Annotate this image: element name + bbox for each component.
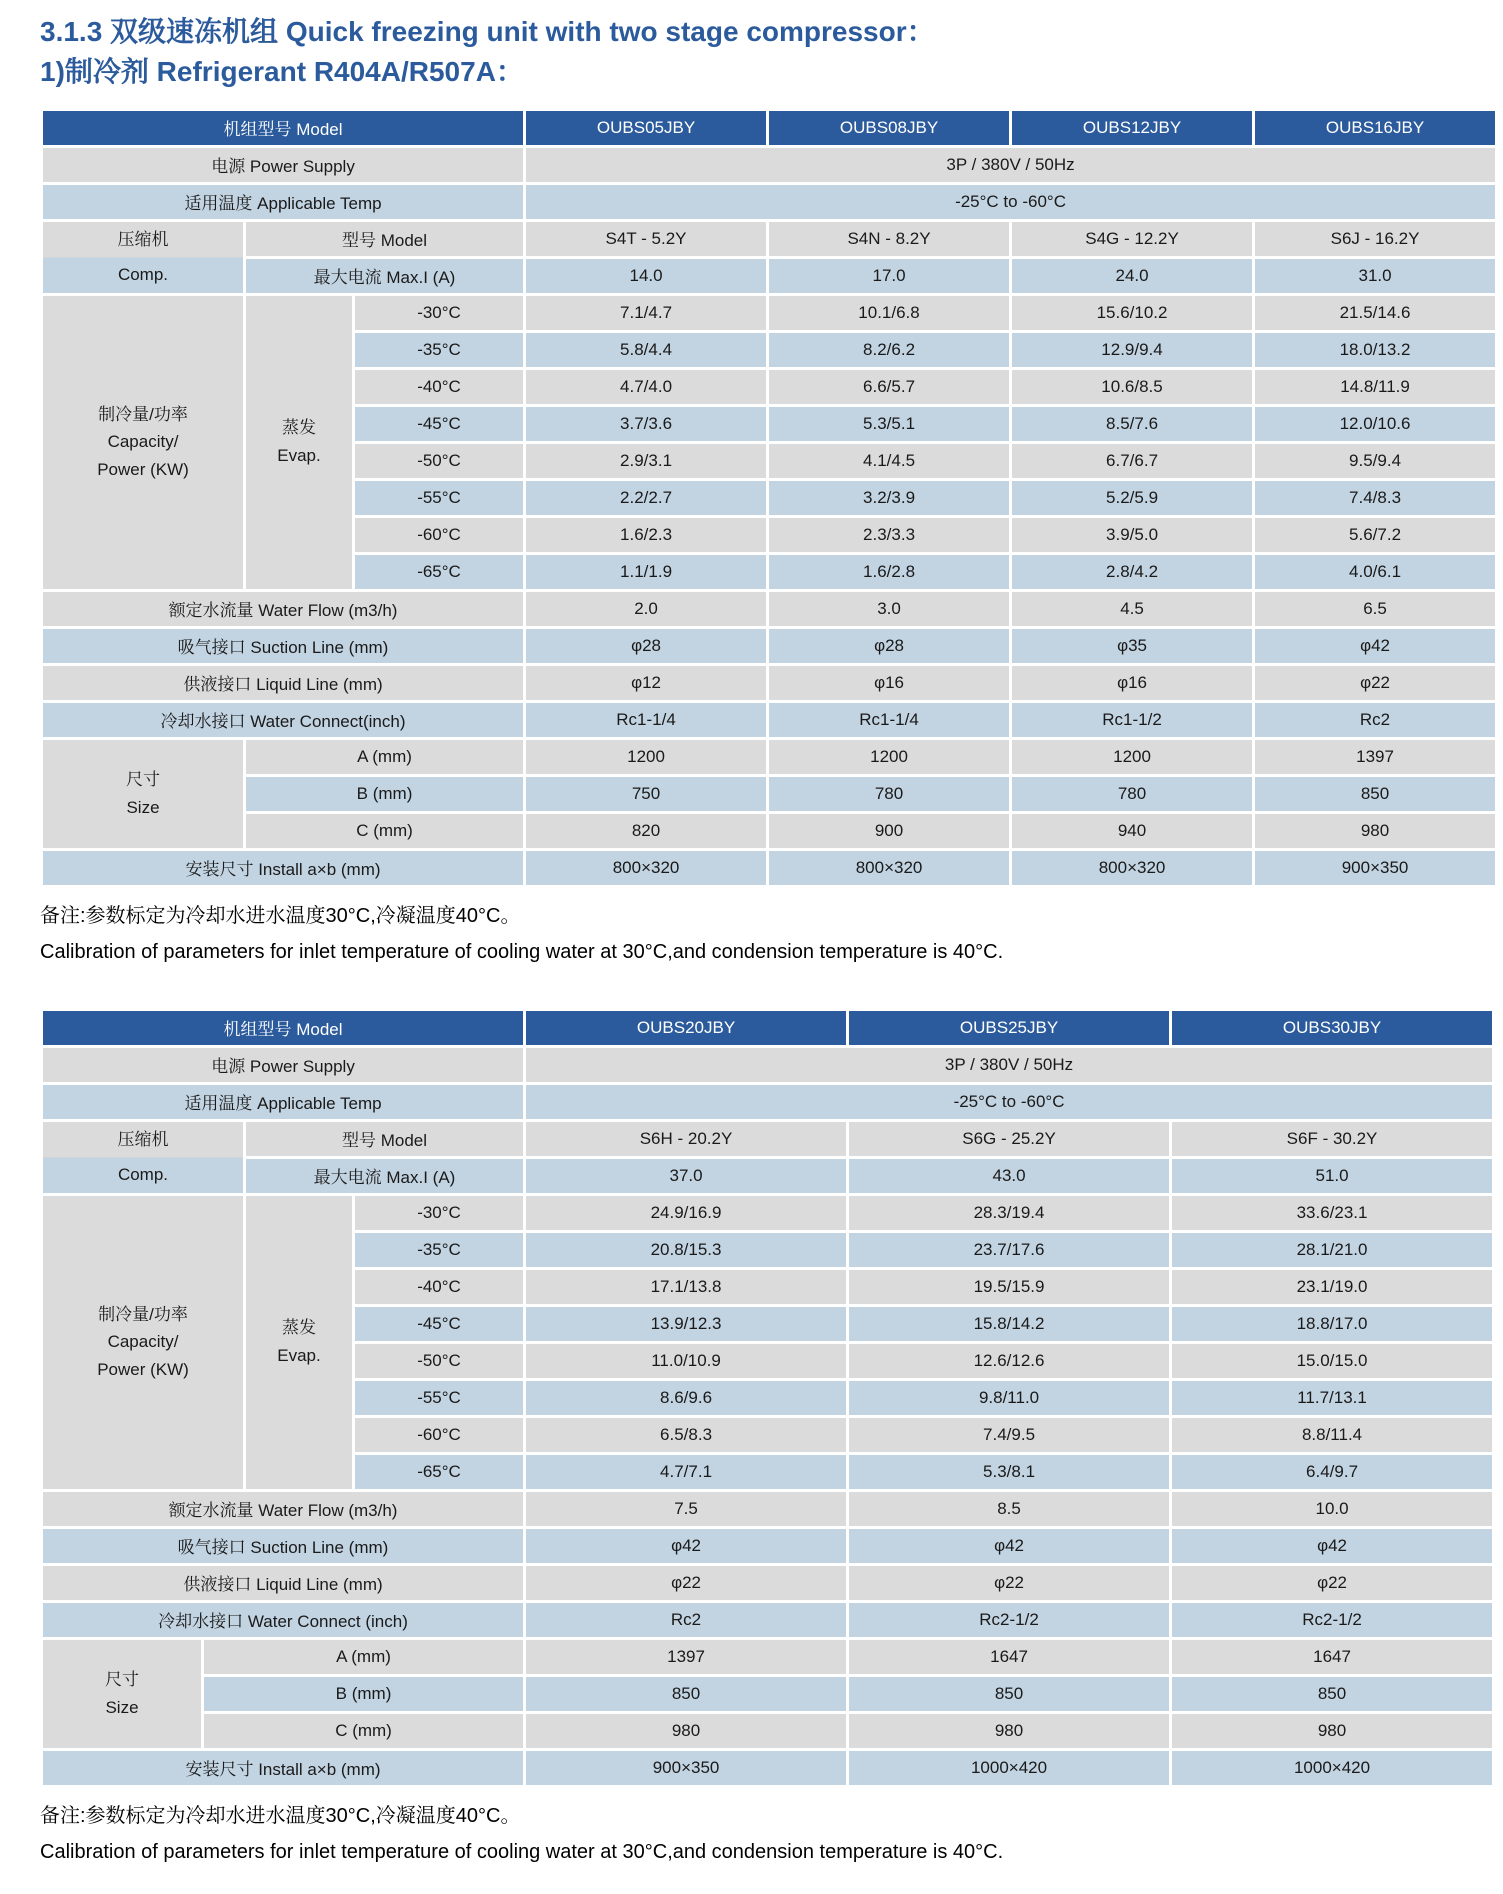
evap-temp-label: -30°C bbox=[355, 1196, 523, 1230]
size-row-value: 940 bbox=[1012, 814, 1252, 848]
size-row-label: C (mm) bbox=[246, 814, 523, 848]
spec-row-label: 吸气接口 Suction Line (mm) bbox=[43, 629, 523, 663]
label-line: 尺寸 bbox=[126, 769, 160, 789]
note-2 bbox=[40, 1798, 1475, 1870]
size-row-value: 1397 bbox=[1255, 740, 1495, 774]
spec-row-value: Rc1-1/2 bbox=[1012, 703, 1252, 737]
capacity-power-value: 19.5/15.9 bbox=[849, 1270, 1169, 1304]
compressor-model-value: S4N - 8.2Y bbox=[769, 222, 1009, 256]
evap-temp-label: -60°C bbox=[355, 1418, 523, 1452]
size-row-value: 1647 bbox=[1172, 1640, 1492, 1674]
capacity-power-value: 8.6/9.6 bbox=[526, 1381, 846, 1415]
capacity-power-value: 4.7/7.1 bbox=[526, 1455, 846, 1489]
size-row-label: C (mm) bbox=[204, 1714, 523, 1748]
capacity-power-value: 4.1/4.5 bbox=[769, 444, 1009, 478]
spec-row-value: φ42 bbox=[1172, 1529, 1492, 1563]
spec-row-value: Rc2 bbox=[1255, 703, 1495, 737]
label-line: Comp. bbox=[117, 1165, 169, 1184]
capacity-power-value: 15.6/10.2 bbox=[1012, 296, 1252, 330]
label-line: 制冷量/功率 bbox=[98, 404, 188, 424]
evap-temp-label: -55°C bbox=[355, 481, 523, 515]
capacity-power-value: 8.8/11.4 bbox=[1172, 1418, 1492, 1452]
spec-row-value: φ12 bbox=[526, 666, 766, 700]
capacity-power-value: 8.5/7.6 bbox=[1012, 407, 1252, 441]
label-line: Power (KW) bbox=[97, 1359, 189, 1379]
capacity-power-value: 5.6/7.2 bbox=[1255, 518, 1495, 552]
size-row-value: 820 bbox=[526, 814, 766, 848]
capacity-power-value: 10.1/6.8 bbox=[769, 296, 1009, 330]
label-line: Evap. bbox=[277, 446, 321, 465]
spec-row-label: 吸气接口 Suction Line (mm) bbox=[43, 1529, 523, 1563]
power-supply-label: 电源 Power Supply bbox=[43, 148, 523, 182]
capacity-power-value: 33.6/23.1 bbox=[1172, 1196, 1492, 1230]
size-row-value: 980 bbox=[849, 1714, 1169, 1748]
evap-temp-label: -30°C bbox=[355, 296, 523, 330]
evap-group-label bbox=[246, 1196, 352, 1489]
spec-row-label: 供液接口 Liquid Line (mm) bbox=[43, 1566, 523, 1600]
capacity-power-value: 17.1/13.8 bbox=[526, 1270, 846, 1304]
capacity-power-value: 3.2/3.9 bbox=[769, 481, 1009, 515]
size-row-value: 850 bbox=[1255, 777, 1495, 811]
capacity-power-value: 18.8/17.0 bbox=[1172, 1307, 1492, 1341]
capacity-power-value: 2.2/2.7 bbox=[526, 481, 766, 515]
capacity-power-value: 2.8/4.2 bbox=[1012, 555, 1252, 589]
size-row-value: 850 bbox=[1172, 1677, 1492, 1711]
capacity-power-value: 6.5/8.3 bbox=[526, 1418, 846, 1452]
spec-row-value: 10.0 bbox=[1172, 1492, 1492, 1526]
compressor-group-label bbox=[43, 222, 243, 293]
size-row-value: 850 bbox=[849, 1677, 1169, 1711]
install-row-label: 安装尺寸 Install a×b (mm) bbox=[43, 851, 523, 885]
evap-temp-label: -65°C bbox=[355, 1455, 523, 1489]
model-header-cell: OUBS30JBY bbox=[1172, 1011, 1492, 1045]
capacity-power-value: 21.5/14.6 bbox=[1255, 296, 1495, 330]
capacity-power-group-label bbox=[43, 1196, 243, 1489]
capacity-power-value: 7.4/9.5 bbox=[849, 1418, 1169, 1452]
page-title bbox=[40, 12, 1475, 92]
model-header-cell: OUBS05JBY bbox=[526, 111, 766, 145]
model-header-label: 机组型号 Model bbox=[43, 1011, 523, 1045]
model-header-cell: OUBS12JBY bbox=[1012, 111, 1252, 145]
label-line: Evap. bbox=[277, 1346, 321, 1365]
capacity-power-value: 6.6/5.7 bbox=[769, 370, 1009, 404]
capacity-power-value: 14.8/11.9 bbox=[1255, 370, 1495, 404]
model-header-label: 机组型号 Model bbox=[43, 111, 523, 145]
size-row-value: 1397 bbox=[526, 1640, 846, 1674]
spec-row-value: φ22 bbox=[849, 1566, 1169, 1600]
spec-row-value: φ42 bbox=[1255, 629, 1495, 663]
capacity-power-group-label bbox=[43, 296, 243, 589]
compressor-model-value: S6H - 20.2Y bbox=[526, 1122, 846, 1156]
spec-table-1 bbox=[40, 108, 1475, 888]
size-row-value: 1200 bbox=[526, 740, 766, 774]
capacity-power-value: 23.1/19.0 bbox=[1172, 1270, 1492, 1304]
capacity-power-value: 4.0/6.1 bbox=[1255, 555, 1495, 589]
compressor-model-value: S6G - 25.2Y bbox=[849, 1122, 1169, 1156]
power-supply-value: 3P / 380V / 50Hz bbox=[526, 148, 1495, 182]
capacity-power-value: 15.0/15.0 bbox=[1172, 1344, 1492, 1378]
spec-row-label: 额定水流量 Water Flow (m3/h) bbox=[43, 592, 523, 626]
install-row-value: 900×350 bbox=[526, 1751, 846, 1785]
compressor-model-value: S4G - 12.2Y bbox=[1012, 222, 1252, 256]
size-row-label: A (mm) bbox=[204, 1640, 523, 1674]
applicable-temp-label: 适用温度 Applicable Temp bbox=[43, 1085, 523, 1119]
label-line: 压缩机 bbox=[117, 230, 169, 249]
spec-row-value: φ28 bbox=[526, 629, 766, 663]
compressor-model-label: 型号 Model bbox=[246, 222, 523, 256]
install-row-value: 900×350 bbox=[1255, 851, 1495, 885]
size-row-value: 750 bbox=[526, 777, 766, 811]
capacity-power-value: 1.1/1.9 bbox=[526, 555, 766, 589]
install-row-value: 1000×420 bbox=[849, 1751, 1169, 1785]
capacity-power-value: 20.8/15.3 bbox=[526, 1233, 846, 1267]
size-row-value: 900 bbox=[769, 814, 1009, 848]
size-row-label: B (mm) bbox=[246, 777, 523, 811]
size-group-label bbox=[43, 1640, 201, 1748]
capacity-power-value: 12.9/9.4 bbox=[1012, 333, 1252, 367]
label-line: 制冷量/功率 bbox=[98, 1304, 188, 1324]
label-line: 压缩机 bbox=[117, 1130, 169, 1149]
spec-table-1-grid bbox=[40, 108, 1498, 888]
spec-row-value: 2.0 bbox=[526, 592, 766, 626]
power-supply-value: 3P / 380V / 50Hz bbox=[526, 1048, 1492, 1082]
capacity-power-value: 28.3/19.4 bbox=[849, 1196, 1169, 1230]
size-row-value: 780 bbox=[1012, 777, 1252, 811]
max-current-value: 31.0 bbox=[1255, 259, 1495, 293]
compressor-model-value: S6F - 30.2Y bbox=[1172, 1122, 1492, 1156]
max-current-value: 14.0 bbox=[526, 259, 766, 293]
capacity-power-value: 3.9/5.0 bbox=[1012, 518, 1252, 552]
size-row-value: 850 bbox=[526, 1677, 846, 1711]
capacity-power-value: 5.3/5.1 bbox=[769, 407, 1009, 441]
capacity-power-value: 5.8/4.4 bbox=[526, 333, 766, 367]
compressor-model-value: S6J - 16.2Y bbox=[1255, 222, 1495, 256]
spec-row-value: 7.5 bbox=[526, 1492, 846, 1526]
install-row-value: 800×320 bbox=[769, 851, 1009, 885]
capacity-power-value: 15.8/14.2 bbox=[849, 1307, 1169, 1341]
page-title-line-2: 1)制冷剂 Refrigerant R404A/R507A： bbox=[40, 55, 524, 87]
install-row-value: 800×320 bbox=[1012, 851, 1252, 885]
label-line: Capacity/ bbox=[107, 1332, 179, 1352]
model-header-cell: OUBS25JBY bbox=[849, 1011, 1169, 1045]
label-line: Capacity/ bbox=[107, 432, 179, 452]
label-line: 蒸发 bbox=[282, 418, 316, 438]
evap-temp-label: -35°C bbox=[355, 1233, 523, 1267]
spec-row-value: φ16 bbox=[769, 666, 1009, 700]
spec-row-value: φ42 bbox=[526, 1529, 846, 1563]
evap-temp-label: -45°C bbox=[355, 407, 523, 441]
model-header-cell: OUBS08JBY bbox=[769, 111, 1009, 145]
spec-table-2-grid bbox=[40, 1008, 1495, 1788]
spec-row-value: Rc2-1/2 bbox=[849, 1603, 1169, 1637]
capacity-power-value: 3.7/3.6 bbox=[526, 407, 766, 441]
spec-table-2 bbox=[40, 1008, 1475, 1788]
size-row-label: A (mm) bbox=[246, 740, 523, 774]
max-current-label: 最大电流 Max.I (A) bbox=[246, 1159, 523, 1193]
capacity-power-value: 7.1/4.7 bbox=[526, 296, 766, 330]
capacity-power-value: 23.7/17.6 bbox=[849, 1233, 1169, 1267]
model-header-cell: OUBS20JBY bbox=[526, 1011, 846, 1045]
evap-temp-label: -55°C bbox=[355, 1381, 523, 1415]
capacity-power-value: 12.6/12.6 bbox=[849, 1344, 1169, 1378]
spec-row-label: 冷却水接口 Water Connect(inch) bbox=[43, 703, 523, 737]
capacity-power-value: 1.6/2.8 bbox=[769, 555, 1009, 589]
applicable-temp-value: -25°C to -60°C bbox=[526, 1085, 1492, 1119]
capacity-power-value: 9.5/9.4 bbox=[1255, 444, 1495, 478]
spec-row-value: φ16 bbox=[1012, 666, 1252, 700]
note-1 bbox=[40, 898, 1475, 970]
max-current-value: 43.0 bbox=[849, 1159, 1169, 1193]
spec-row-value: 4.5 bbox=[1012, 592, 1252, 626]
applicable-temp-label: 适用温度 Applicable Temp bbox=[43, 185, 523, 219]
capacity-power-value: 28.1/21.0 bbox=[1172, 1233, 1492, 1267]
size-row-value: 980 bbox=[1172, 1714, 1492, 1748]
applicable-temp-value: -25°C to -60°C bbox=[526, 185, 1495, 219]
capacity-power-value: 24.9/16.9 bbox=[526, 1196, 846, 1230]
capacity-power-value: 2.3/3.3 bbox=[769, 518, 1009, 552]
label-line: 尺寸 bbox=[105, 1669, 139, 1689]
label-line: 蒸发 bbox=[282, 1318, 316, 1338]
spec-row-value: φ28 bbox=[769, 629, 1009, 663]
page-title-line-1: 3.1.3 双级速冻机组 Quick freezing unit with two stage compressor： bbox=[40, 16, 935, 47]
label-line: Comp. bbox=[117, 265, 169, 284]
capacity-power-value: 7.4/8.3 bbox=[1255, 481, 1495, 515]
label-line: Size bbox=[126, 797, 160, 817]
spec-row-value: φ35 bbox=[1012, 629, 1252, 663]
evap-temp-label: -50°C bbox=[355, 1344, 523, 1378]
spec-row-value: 6.5 bbox=[1255, 592, 1495, 626]
max-current-label: 最大电流 Max.I (A) bbox=[246, 259, 523, 293]
max-current-value: 51.0 bbox=[1172, 1159, 1492, 1193]
install-row-value: 1000×420 bbox=[1172, 1751, 1492, 1785]
note-1-cn: 备注:参数标定为冷却水进水温度30°C,冷凝温度40°C。 bbox=[40, 904, 521, 927]
note-2-cn: 备注:参数标定为冷却水进水温度30°C,冷凝温度40°C。 bbox=[40, 1804, 521, 1827]
size-row-value: 1200 bbox=[769, 740, 1009, 774]
capacity-power-value: 6.4/9.7 bbox=[1172, 1455, 1492, 1489]
capacity-power-value: 11.0/10.9 bbox=[526, 1344, 846, 1378]
spec-row-value: φ22 bbox=[1172, 1566, 1492, 1600]
spec-row-value: Rc2-1/2 bbox=[1172, 1603, 1492, 1637]
capacity-power-value: 11.7/13.1 bbox=[1172, 1381, 1492, 1415]
spec-row-value: Rc2 bbox=[526, 1603, 846, 1637]
compressor-group-label bbox=[43, 1122, 243, 1193]
capacity-power-value: 5.3/8.1 bbox=[849, 1455, 1169, 1489]
evap-temp-label: -50°C bbox=[355, 444, 523, 478]
compressor-model-label: 型号 Model bbox=[246, 1122, 523, 1156]
spec-row-value: Rc1-1/4 bbox=[526, 703, 766, 737]
capacity-power-value: 5.2/5.9 bbox=[1012, 481, 1252, 515]
spec-row-value: 8.5 bbox=[849, 1492, 1169, 1526]
spec-row-value: φ42 bbox=[849, 1529, 1169, 1563]
capacity-power-value: 6.7/6.7 bbox=[1012, 444, 1252, 478]
evap-temp-label: -40°C bbox=[355, 370, 523, 404]
spec-row-value: Rc1-1/4 bbox=[769, 703, 1009, 737]
evap-temp-label: -40°C bbox=[355, 1270, 523, 1304]
capacity-power-value: 13.9/12.3 bbox=[526, 1307, 846, 1341]
capacity-power-value: 18.0/13.2 bbox=[1255, 333, 1495, 367]
spec-row-value: 3.0 bbox=[769, 592, 1009, 626]
size-row-value: 980 bbox=[1255, 814, 1495, 848]
spec-row-value: φ22 bbox=[1255, 666, 1495, 700]
evap-temp-label: -35°C bbox=[355, 333, 523, 367]
evap-temp-label: -65°C bbox=[355, 555, 523, 589]
spec-row-label: 冷却水接口 Water Connect (inch) bbox=[43, 1603, 523, 1637]
capacity-power-value: 10.6/8.5 bbox=[1012, 370, 1252, 404]
spec-row-label: 供液接口 Liquid Line (mm) bbox=[43, 666, 523, 700]
install-row-label: 安装尺寸 Install a×b (mm) bbox=[43, 1751, 523, 1785]
max-current-value: 24.0 bbox=[1012, 259, 1252, 293]
note-2-en: Calibration of parameters for inlet temperature of cooling water at 30°C,and condension temperature is 40°C. bbox=[40, 1840, 1004, 1863]
capacity-power-value: 2.9/3.1 bbox=[526, 444, 766, 478]
install-row-value: 800×320 bbox=[526, 851, 766, 885]
size-row-value: 1200 bbox=[1012, 740, 1252, 774]
evap-temp-label: -45°C bbox=[355, 1307, 523, 1341]
max-current-value: 37.0 bbox=[526, 1159, 846, 1193]
size-row-value: 980 bbox=[526, 1714, 846, 1748]
power-supply-label: 电源 Power Supply bbox=[43, 1048, 523, 1082]
max-current-value: 17.0 bbox=[769, 259, 1009, 293]
label-line: Power (KW) bbox=[97, 459, 189, 479]
note-1-en: Calibration of parameters for inlet temperature of cooling water at 30°C,and condension temperature is 40°C. bbox=[40, 940, 1004, 963]
size-row-value: 780 bbox=[769, 777, 1009, 811]
spec-row-value: φ22 bbox=[526, 1566, 846, 1600]
size-group-label bbox=[43, 740, 243, 848]
evap-temp-label: -60°C bbox=[355, 518, 523, 552]
label-line: Size bbox=[105, 1697, 139, 1717]
evap-group-label bbox=[246, 296, 352, 589]
capacity-power-value: 4.7/4.0 bbox=[526, 370, 766, 404]
compressor-model-value: S4T - 5.2Y bbox=[526, 222, 766, 256]
size-row-label: B (mm) bbox=[204, 1677, 523, 1711]
capacity-power-value: 1.6/2.3 bbox=[526, 518, 766, 552]
capacity-power-value: 8.2/6.2 bbox=[769, 333, 1009, 367]
size-row-value: 1647 bbox=[849, 1640, 1169, 1674]
model-header-cell: OUBS16JBY bbox=[1255, 111, 1495, 145]
capacity-power-value: 9.8/11.0 bbox=[849, 1381, 1169, 1415]
spec-row-label: 额定水流量 Water Flow (m3/h) bbox=[43, 1492, 523, 1526]
capacity-power-value: 12.0/10.6 bbox=[1255, 407, 1495, 441]
